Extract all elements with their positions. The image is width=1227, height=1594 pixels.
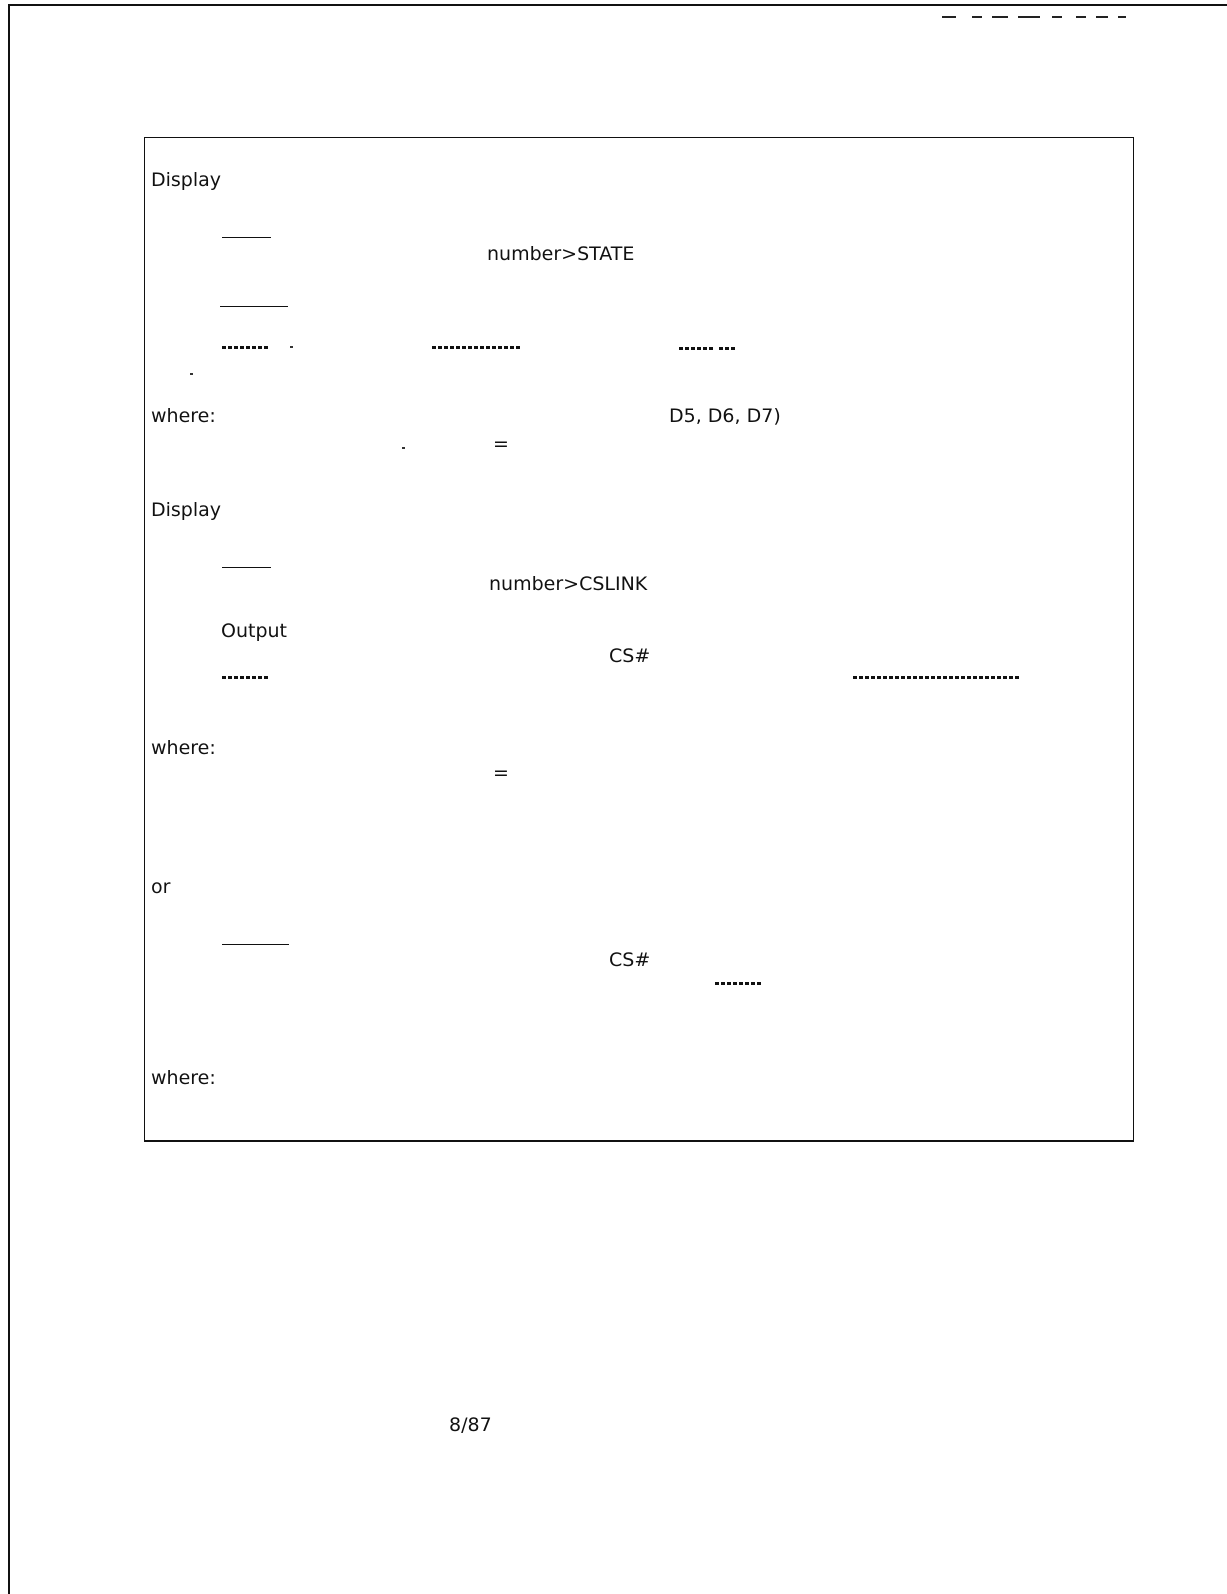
page-left-rule <box>8 4 10 1594</box>
page-top-rule <box>8 4 1227 6</box>
command-text: number>CSLINK <box>489 573 648 595</box>
where-label: where: <box>151 737 216 759</box>
where-label: where: <box>151 1067 216 1089</box>
section-heading: Display <box>151 169 222 191</box>
dashed-rule <box>222 346 268 349</box>
equals-symbol: = <box>493 762 509 784</box>
speck-mark <box>190 373 193 375</box>
where-detail: D5, D6, D7) <box>669 405 781 427</box>
dashed-rule <box>715 982 763 985</box>
section-heading: or <box>151 876 171 898</box>
dashed-rule <box>222 676 268 679</box>
cs-label: CS# <box>609 645 651 667</box>
equals-symbol: = <box>493 433 509 455</box>
footer-date-code: 8/87 <box>449 1414 492 1436</box>
command-text: number>STATE <box>487 243 635 265</box>
page-header-fragment <box>942 8 1132 20</box>
dashed-rule <box>853 676 1019 679</box>
output-label: Output <box>221 620 287 642</box>
cs-label: CS# <box>609 949 651 971</box>
underline-rule <box>222 567 271 568</box>
speck-mark <box>290 346 293 348</box>
dashed-rule <box>432 346 520 349</box>
underline-rule <box>222 944 289 945</box>
where-label: where: <box>151 405 216 427</box>
content-frame <box>144 137 1134 1142</box>
underline-rule <box>222 237 271 238</box>
dashed-rule <box>719 347 737 350</box>
section-heading: Display <box>151 499 222 521</box>
speck-mark <box>402 447 405 449</box>
underline-rule <box>220 306 288 307</box>
dashed-rule <box>679 347 713 350</box>
